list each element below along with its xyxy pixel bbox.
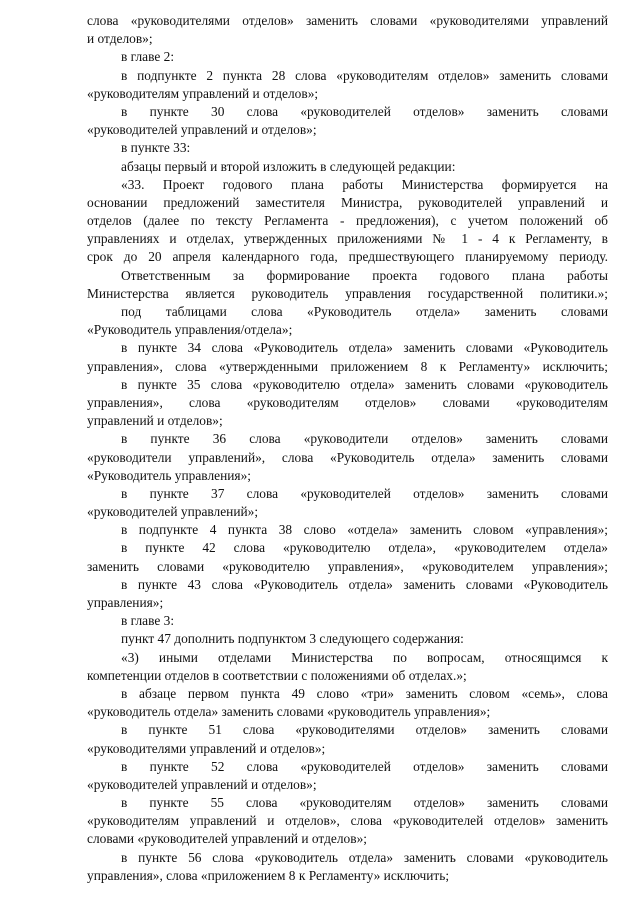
text-line: «руководителей управлений»;	[87, 504, 259, 520]
text-line: «руководителей управлений и отделов»;	[87, 122, 317, 138]
text-line: в пункте 36 слова «руководители отделов» заменить словами	[121, 431, 608, 447]
text-line: управления», слова «приложением 8 к Регламенту» исключить;	[87, 867, 450, 883]
text-line: управления»;	[87, 595, 164, 610]
text-line: в пункте 43 слова «Руководитель отдела» заменить словами «Руководитель	[121, 576, 608, 592]
text-line: слова «руководителями отделов» заменить словами «руководителями управлений	[87, 13, 608, 28]
text-line: «руководители управлений», слова «Руководитель отдела» заменить словами	[87, 449, 608, 465]
text-line: в подпункте 4 пункта 38 слово «отдела» заменить словом «управления»;	[121, 522, 608, 538]
text-line: «руководитель отдела» заменить словами «руководитель управления»;	[87, 704, 491, 720]
text-line: в пункте 56 слова «руководитель отдела» заменить словами «руководитель	[121, 849, 608, 865]
text-line: под таблицами слова «Руководитель отдела» заменить словами	[121, 304, 608, 319]
text-line: в пункте 30 слова «руководителей отделов» заменить словами	[121, 103, 608, 119]
text-line: управлениях и отделах, утвержденных приложениями № 1 - 4 к Регламенту, в	[87, 231, 608, 247]
text-line: отделов (далее по тексту Регламента - предложения), с учетом положений об	[87, 213, 608, 229]
text-line: управлений и отделов»;	[87, 413, 223, 429]
text-line: «руководителей управлений и отделов»;	[87, 776, 317, 792]
text-line: «руководителям управлений и отделов», слова «руководителей отделов» заменить	[87, 813, 608, 829]
text-line: в пункте 52 слова «руководителей отделов» заменить словами	[121, 758, 608, 774]
text-line: срок до 20 апреля календарного года, предшествующего планируемому периоду.	[87, 249, 608, 265]
text-line: управления», слова «руководителям отделов» словами «руководителям	[87, 394, 608, 410]
text-line: в пункте 42 слова «руководителю отдела», «руководителем отдела»	[121, 540, 608, 556]
text-line: в пункте 34 слова «Руководитель отдела» заменить словами «Руководитель	[121, 340, 608, 356]
text-line: пункт 47 дополнить подпунктом 3 следующего содержания:	[121, 631, 464, 647]
text-line: заменить словами «руководителю управления», «руководителем управления»;	[87, 558, 608, 574]
text-line: в главе 3:	[121, 613, 175, 629]
text-line: в пункте 51 слова «руководителями отделов» заменить словами	[121, 722, 608, 738]
text-line: «руководителям управлений и отделов»;	[87, 85, 319, 101]
text-line: «руководителями управлений и отделов»;	[87, 740, 326, 756]
text-line: в подпункте 2 пункта 28 слова «руководителям отделов» заменить словами	[121, 67, 608, 83]
text-line: в абзаце первом пункта 49 слово «три» заменить словом «семь», слова	[121, 685, 608, 701]
text-line: «33. Проект годового плана работы Министерства формируется на	[121, 176, 608, 192]
text-line: в пункте 33:	[121, 140, 191, 156]
text-line: и отделов»;	[87, 31, 153, 47]
text-line: в пункте 37 слова «руководителей отделов» заменить словами	[121, 485, 608, 501]
text-line: Ответственным за формирование проекта годового плана работы	[121, 267, 608, 283]
text-line: в пункте 35 слова «руководителю отдела» заменить словами «руководитель	[121, 376, 608, 392]
document-body	[87, 12, 608, 885]
text-line: «Руководитель управления/отдела»;	[87, 322, 293, 338]
text-line: основании предложений заместителя Министра, руководителей управлений и	[87, 194, 608, 210]
text-line: в пункте 55 слова «руководителям отделов» заменить словами	[121, 795, 608, 811]
text-line: в главе 2:	[121, 49, 175, 65]
text-line: Министерства является руководитель управления государственной политики.»;	[87, 285, 608, 301]
text-line: компетенции отделов в соответствии с положениями об отделах.»;	[87, 667, 467, 683]
text-line: «3) иными отделами Министерства по вопросам, относящимся к	[121, 649, 608, 665]
text-line: «Руководитель управления»;	[87, 467, 251, 483]
text-line: управления», слова «утвержденными приложением 8 к Регламенту» исключить;	[87, 358, 608, 374]
text-line: словами «руководителей управлений и отделов»;	[87, 831, 367, 847]
text-line: абзацы первый и второй изложить в следующей редакции:	[121, 158, 456, 174]
